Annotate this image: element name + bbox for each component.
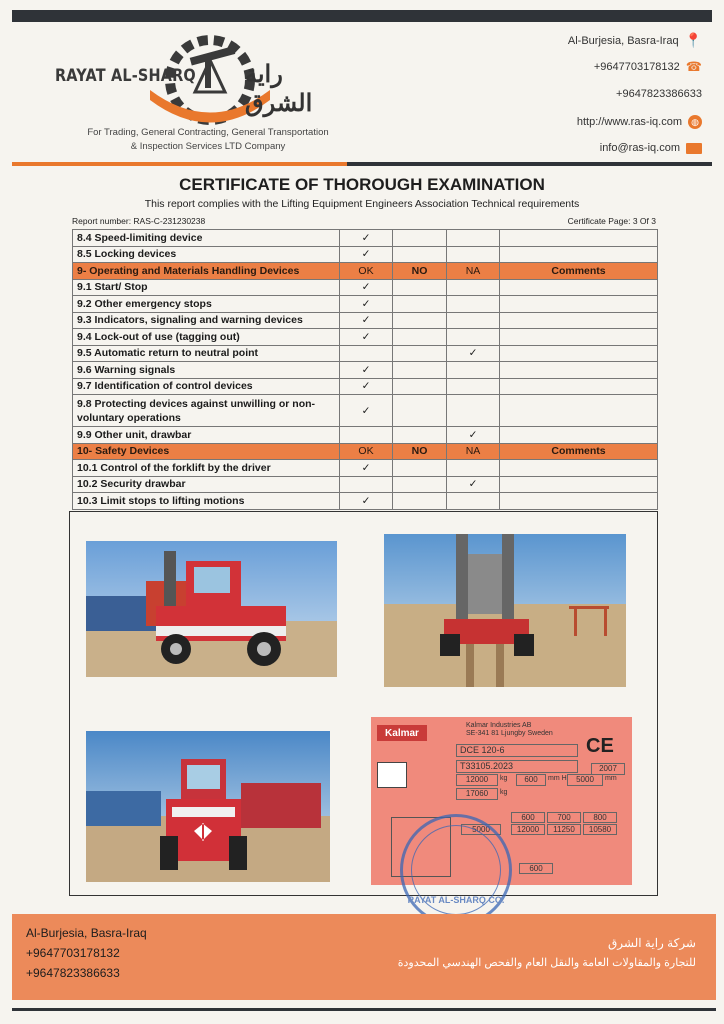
forklift-side-image	[86, 541, 337, 677]
ok-cell: ✓	[340, 329, 393, 346]
model-field: DCE 120-6	[456, 744, 578, 757]
d-value-3: 800	[583, 812, 617, 823]
phone-1-text: +9647703178132	[593, 61, 680, 73]
checklist-row	[73, 329, 658, 346]
na-cell	[447, 362, 500, 379]
section-header-row	[73, 263, 658, 280]
ok-cell: ✓	[340, 296, 393, 313]
checklist-row	[73, 476, 658, 493]
ok-cell: OK	[340, 263, 393, 280]
no-cell	[393, 279, 447, 296]
ok-cell: ✓	[340, 246, 393, 263]
na-cell	[447, 378, 500, 395]
bottom-bar	[12, 1008, 716, 1011]
item-label: 8.5 Locking devices	[73, 246, 340, 263]
checklist-row	[73, 460, 658, 477]
ok-cell: ✓	[340, 378, 393, 395]
logo-text-en: RAYAT AL-SHARQ	[55, 66, 196, 86]
comments-cell	[500, 493, 658, 510]
no-cell	[393, 329, 447, 346]
footer-company-ar: شركة راية الشرق	[607, 936, 696, 950]
comments-cell: Comments	[500, 263, 658, 280]
no-cell	[393, 345, 447, 362]
no-cell	[393, 460, 447, 477]
checklist-row	[73, 279, 658, 296]
tagline-line-2: & Inspection Services LTD Company	[130, 141, 286, 152]
envelope-icon	[686, 143, 702, 154]
no-cell	[393, 230, 447, 247]
nameplate-maker: Kalmar Industries AB	[466, 722, 532, 729]
comments-cell	[500, 395, 658, 427]
no-cell: NO	[393, 263, 447, 280]
no-cell: NO	[393, 443, 447, 460]
email-link[interactable]: info@ras-iq.com	[599, 142, 680, 154]
comments-cell	[500, 246, 658, 263]
top-bar	[12, 10, 712, 22]
certificate-subtitle: This report complies with the Lifting Equipment Engineers Association Technical requirements	[144, 198, 580, 210]
ok-cell	[340, 476, 393, 493]
comments-cell	[500, 476, 658, 493]
no-cell	[393, 362, 447, 379]
phone-2-text: +9647823386633	[616, 88, 702, 100]
load-center-field: 600	[516, 774, 546, 786]
comments-cell	[500, 362, 658, 379]
ok-cell: ✓	[340, 279, 393, 296]
company-stamp	[400, 814, 512, 926]
website-link[interactable]: http://www.ras-iq.com	[576, 116, 682, 128]
comments-cell	[500, 427, 658, 444]
no-cell	[393, 246, 447, 263]
weight-field: 17060	[456, 788, 498, 800]
forklift-rear-image	[86, 731, 330, 882]
na-cell	[447, 329, 500, 346]
item-label: 9.2 Other emergency stops	[73, 296, 340, 313]
ok-cell: ✓	[340, 493, 393, 510]
nameplate-maker-address: SE-341 81 Ljungby Sweden	[466, 730, 553, 737]
ok-cell: ✓	[340, 395, 393, 427]
ok-cell	[340, 345, 393, 362]
item-label: 10.1 Control of the forklift by the driver	[73, 460, 340, 477]
checklist-row	[73, 312, 658, 329]
certificate-page-number: Certificate Page: 3 Of 3	[567, 216, 656, 226]
na-cell: ✓	[447, 345, 500, 362]
item-label: 9.8 Protecting devices against unwilling or non-voluntary operations	[73, 395, 340, 427]
item-label: 9.7 Identification of control devices	[73, 378, 340, 395]
item-label: 9- Operating and Materials Handling Devices	[73, 263, 340, 280]
phone-icon: ☎	[685, 59, 702, 74]
checklist-row	[73, 378, 658, 395]
certificate-title: CERTIFICATE OF THOROUGH EXAMINATION	[179, 175, 545, 194]
na-cell	[447, 246, 500, 263]
checklist-row	[73, 493, 658, 510]
comments-cell	[500, 378, 658, 395]
forklift-side-photo	[86, 541, 337, 677]
na-cell	[447, 395, 500, 427]
manual-book-icon	[377, 762, 407, 788]
ok-cell	[340, 427, 393, 444]
footer	[12, 914, 716, 1000]
ok-cell: ✓	[340, 362, 393, 379]
checklist-row	[73, 362, 658, 379]
comments-cell	[500, 460, 658, 477]
comments-cell	[500, 329, 658, 346]
na-cell: NA	[447, 443, 500, 460]
cap-value-3: 10580	[583, 824, 617, 835]
photo-panel	[69, 511, 658, 905]
load-center-unit: mm H	[548, 775, 567, 782]
cap-value-1: 12000	[511, 824, 545, 835]
year-field: 2007	[591, 763, 625, 775]
na-cell	[447, 230, 500, 247]
d-value-1: 600	[511, 812, 545, 823]
tagline-line-1: For Trading, General Contracting, General Transportation	[87, 127, 329, 138]
inspection-checklist	[72, 229, 658, 510]
item-label: 8.4 Speed-limiting device	[73, 230, 340, 247]
footer-address: Al-Burjesia, Basra-Iraq	[26, 926, 147, 940]
lift-height-unit: mm	[605, 775, 617, 782]
checklist-row	[73, 296, 658, 313]
h-row-value: 5000	[461, 824, 501, 835]
lift-height-field: 5000	[567, 774, 603, 786]
ok-cell: ✓	[340, 312, 393, 329]
item-label: 9.4 Lock-out of use (tagging out)	[73, 329, 340, 346]
forklift-rear-photo	[86, 731, 330, 882]
na-cell	[447, 279, 500, 296]
checklist-row	[73, 345, 658, 362]
no-cell	[393, 378, 447, 395]
comments-cell: Comments	[500, 443, 658, 460]
report-number: Report number: RAS-C-231230238	[72, 216, 206, 226]
na-cell	[447, 296, 500, 313]
capacity-field: 12000	[456, 774, 498, 786]
forklift-front-photo	[384, 534, 626, 687]
item-label: 9.5 Automatic return to neutral point	[73, 345, 340, 362]
checklist-row	[73, 246, 658, 263]
no-cell	[393, 296, 447, 313]
no-cell	[393, 312, 447, 329]
no-cell	[393, 476, 447, 493]
contact-phone-1	[594, 59, 702, 75]
na-cell	[447, 312, 500, 329]
footer-company-desc-ar: للتجارة والمقاولات العامة والنقل العام والفحص الهندسي المحدودة	[397, 957, 696, 969]
ok-cell: OK	[340, 443, 393, 460]
checklist-row	[73, 395, 658, 427]
capacity-unit: kg	[500, 775, 508, 782]
weight-unit: kg	[500, 789, 508, 796]
comments-cell	[500, 345, 658, 362]
comments-cell	[500, 296, 658, 313]
no-cell	[393, 395, 447, 427]
header-divider	[12, 162, 712, 166]
no-cell	[393, 493, 447, 510]
checklist-row	[73, 230, 658, 247]
comments-cell	[500, 230, 658, 247]
na-cell	[447, 493, 500, 510]
ok-cell: ✓	[340, 460, 393, 477]
item-label: 9.6 Warning signals	[73, 362, 340, 379]
address-text: Al-Burjesia, Basra-Iraq	[567, 34, 679, 47]
company-logo	[55, 30, 355, 130]
globe-icon: ◍	[688, 115, 702, 129]
item-label: 9.1 Start/ Stop	[73, 279, 340, 296]
item-label: 10- Safety Devices	[73, 443, 340, 460]
contact-phone-2	[616, 88, 702, 100]
company-tagline	[58, 126, 358, 154]
kalmar-logo: Kalmar	[377, 725, 427, 741]
serial-field: T33105.2023	[456, 760, 578, 773]
contact-email[interactable]	[600, 142, 702, 154]
logo-text-ar: راية الشرق	[245, 61, 313, 117]
na-cell: NA	[447, 263, 500, 280]
na-cell	[447, 460, 500, 477]
contact-website[interactable]	[577, 115, 702, 129]
contact-address	[568, 32, 702, 49]
d-value-2: 700	[547, 812, 581, 823]
section-header-row	[73, 443, 658, 460]
no-cell	[393, 427, 447, 444]
comments-cell	[500, 279, 658, 296]
na-cell: ✓	[447, 476, 500, 493]
ok-cell: ✓	[340, 230, 393, 247]
footer-phone-1: +9647703178132	[26, 946, 120, 960]
item-label: 10.2 Security drawbar	[73, 476, 340, 493]
footer-phone-2: +9647823386633	[26, 966, 120, 980]
item-label: 9.3 Indicators, signaling and warning devices	[73, 312, 340, 329]
comments-cell	[500, 312, 658, 329]
cap-value-2: 11250	[547, 824, 581, 835]
stamp-text: RAYAT AL-SHARQ CO.	[407, 895, 505, 905]
item-label: 10.3 Limit stops to lifting motions	[73, 493, 340, 510]
ce-mark-icon: CE	[586, 735, 614, 757]
forklift-front-image	[384, 534, 626, 687]
c-value: 600	[519, 863, 553, 874]
na-cell: ✓	[447, 427, 500, 444]
item-label: 9.9 Other unit, drawbar	[73, 427, 340, 444]
location-pin-icon: 📍	[684, 32, 702, 48]
checklist-row	[73, 427, 658, 444]
